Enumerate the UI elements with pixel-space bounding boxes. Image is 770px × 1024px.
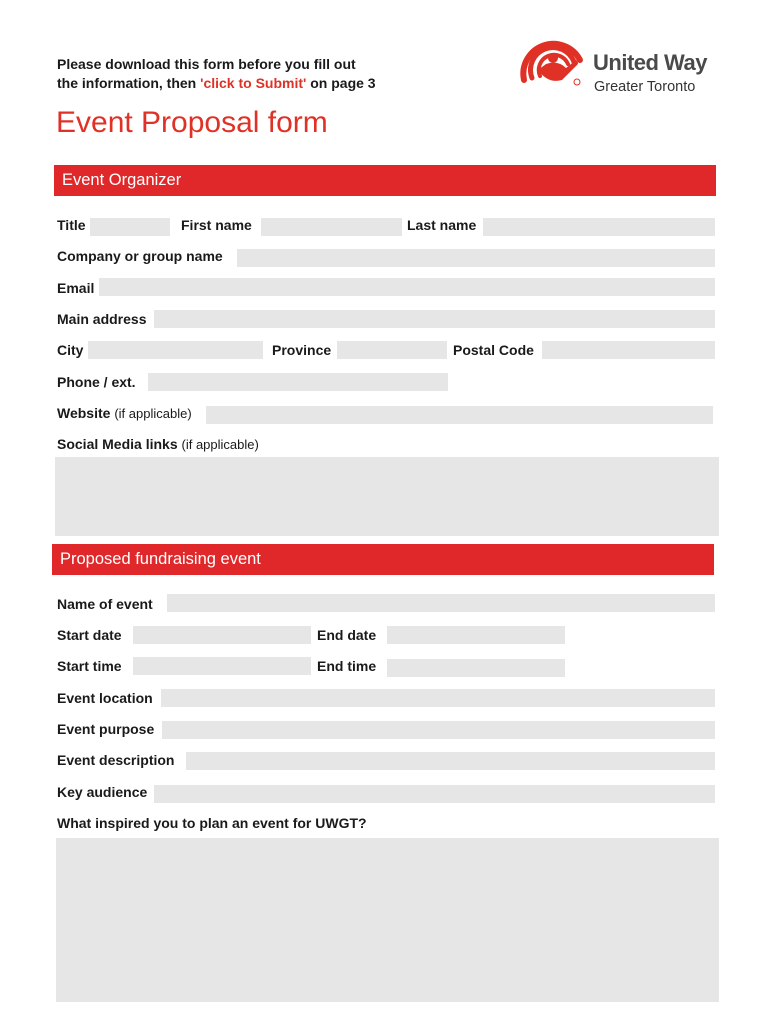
postal-code-label: Postal Code <box>453 342 534 358</box>
address-field[interactable] <box>154 310 715 328</box>
phone-field[interactable] <box>148 373 448 391</box>
instructions-prefix: the information, then <box>57 75 201 91</box>
website-note: (if applicable) <box>114 406 192 421</box>
start-time-label: Start time <box>57 658 122 674</box>
social-media-note: (if applicable) <box>181 437 259 452</box>
website-field[interactable] <box>206 406 713 424</box>
start-date-field[interactable] <box>133 626 311 644</box>
event-name-field[interactable] <box>167 594 715 612</box>
website-label-text: Website <box>57 405 111 421</box>
city-field[interactable] <box>88 341 263 359</box>
section-header-organizer <box>54 165 716 196</box>
postal-code-field[interactable] <box>542 341 715 359</box>
page-title: Event Proposal form <box>56 106 328 139</box>
email-field[interactable] <box>99 278 715 296</box>
instructions-line-1: Please download this form before you fill out <box>57 56 356 72</box>
event-purpose-label: Event purpose <box>57 721 155 737</box>
social-media-field[interactable] <box>55 457 719 536</box>
inspiration-label: What inspired you to plan an event for UWGT? <box>57 815 367 831</box>
start-time-field[interactable] <box>133 657 311 675</box>
company-field[interactable] <box>237 249 715 267</box>
event-name-label: Name of event <box>57 596 153 612</box>
phone-label: Phone / ext. <box>57 374 136 390</box>
inspiration-field[interactable] <box>56 838 719 1002</box>
end-time-field[interactable] <box>387 659 565 677</box>
end-time-label: End time <box>317 658 377 674</box>
title-label: Title <box>57 217 86 233</box>
section-header-event <box>52 544 714 575</box>
event-description-field[interactable] <box>186 752 715 770</box>
email-label: Email <box>57 280 95 296</box>
end-date-label: End date <box>317 627 377 643</box>
logo-subtitle: Greater Toronto <box>594 79 696 95</box>
address-label: Main address <box>57 311 147 327</box>
end-date-field[interactable] <box>387 626 565 644</box>
last-name-field[interactable] <box>483 218 715 236</box>
click-to-submit-text: 'click to Submit' <box>200 75 307 91</box>
social-media-label-text: Social Media links <box>57 436 178 452</box>
section-title: Event Organizer <box>62 171 182 189</box>
key-audience-field[interactable] <box>154 785 715 803</box>
key-audience-label: Key audience <box>57 784 148 800</box>
first-name-label: First name <box>181 217 252 233</box>
last-name-label: Last name <box>407 217 477 233</box>
instructions-suffix: on page 3 <box>306 75 376 91</box>
download-instructions <box>57 55 376 93</box>
province-field[interactable] <box>337 341 447 359</box>
social-media-label <box>57 435 259 454</box>
section-title: Proposed fundraising event <box>60 550 261 568</box>
city-label: City <box>57 342 84 358</box>
event-purpose-field[interactable] <box>162 721 715 739</box>
event-location-label: Event location <box>57 690 153 706</box>
company-label: Company or group name <box>57 248 223 264</box>
start-date-label: Start date <box>57 627 122 643</box>
event-description-label: Event description <box>57 752 175 768</box>
instructions-line-2 <box>57 74 376 93</box>
title-field[interactable] <box>90 218 170 236</box>
united-way-logo-icon <box>518 30 588 92</box>
website-label <box>57 404 192 423</box>
province-label: Province <box>272 342 332 358</box>
logo-name: United Way <box>593 50 707 75</box>
first-name-field[interactable] <box>261 218 402 236</box>
event-location-field[interactable] <box>161 689 715 707</box>
